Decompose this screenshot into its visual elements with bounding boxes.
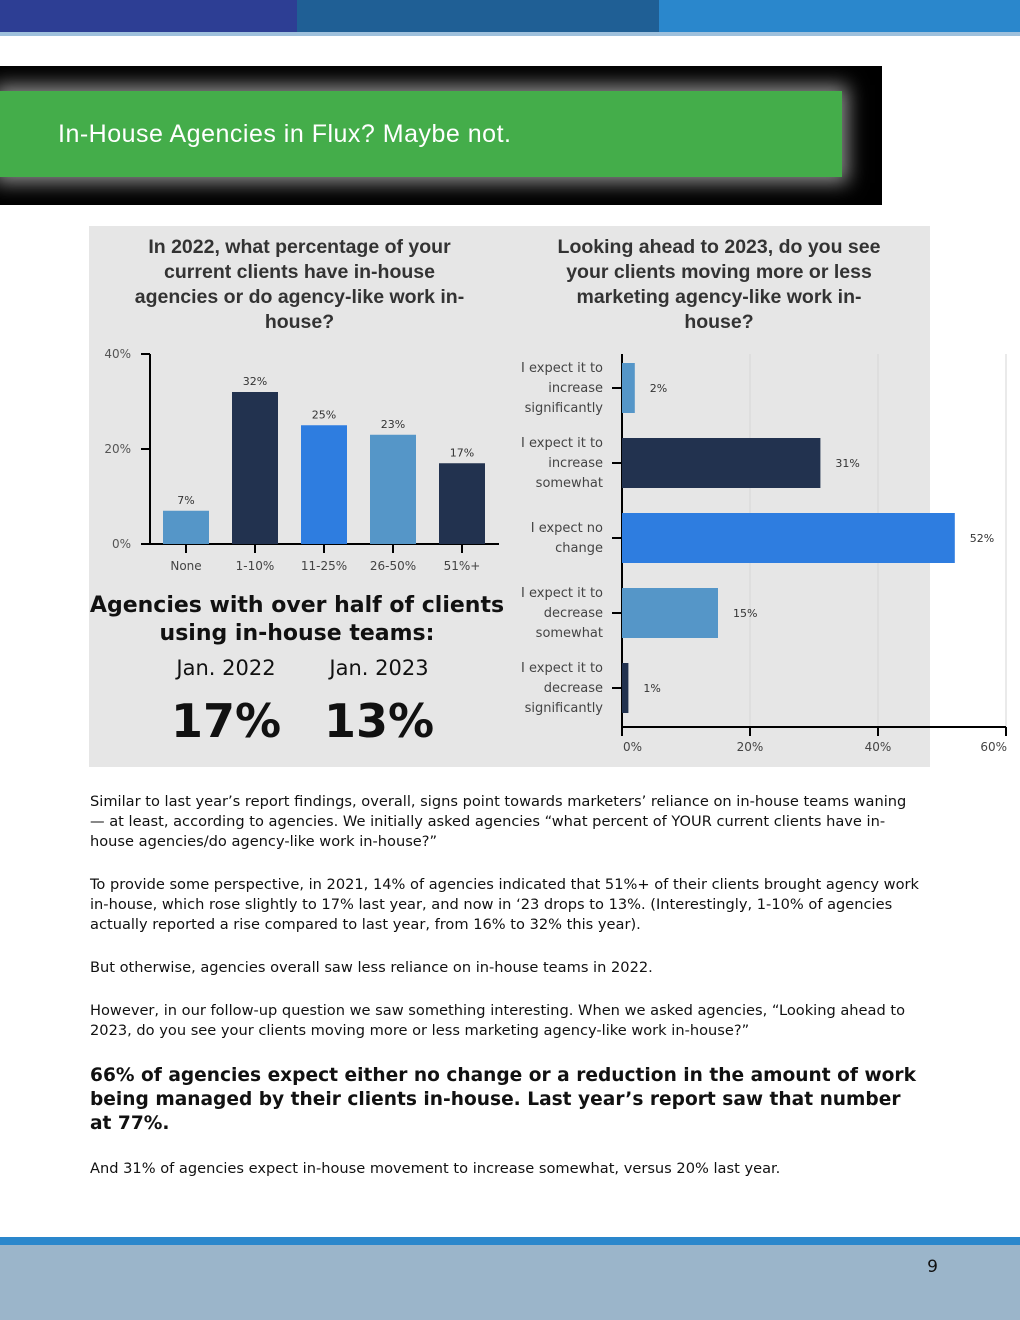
callout-label: Jan. 2023 (329, 656, 429, 680)
y-category-label: I expect it to increase somewhat (521, 436, 603, 491)
y-tick-label: 0% (111, 537, 131, 551)
body-paragraph: However, in our follow-up question we saw something interesting. When we asked agencies, “Looking ahead to 2023, do you see your clients moving more or less marketing agency-like work in-house?” (90, 1002, 906, 1039)
body-paragraph: Similar to last year’s report findings, overall, signs point towards marketers’ reliance on in-house teams waning — at least, according to agencies. We initially asked agencies “what percent of YOUR current clients have in-house agencies/do agency-like work in-house?” (90, 793, 907, 850)
x-tick-label: 20% (736, 740, 764, 754)
bar-value-label: 52% (969, 532, 995, 545)
top-band-segment-1 (0, 0, 297, 32)
section-header-banner (0, 91, 842, 177)
section-title: In-House Agencies in Flux? Maybe not. (58, 120, 512, 148)
left-bar-chart (89, 344, 509, 579)
right-bar-chart (509, 344, 1007, 767)
bar-None (163, 511, 209, 544)
bar-value-label: 25% (311, 408, 337, 422)
bar-value-label: 1% (643, 682, 661, 695)
bar-3 (622, 513, 955, 563)
top-band-segment-3 (659, 0, 1020, 32)
body-paragraph: To provide some perspective, in 2021, 14% of agencies indicated that 51%+ of their clients brought agency work in-house, which rose slightly to 17% last year, and now in ‘23 drops to 13%. (Interestingly, 1-10% of agencies actually reported a rise compared to last year, from 16% to 32% this year). (90, 876, 919, 933)
y-category-label: I expect it to decrease somewhat (521, 586, 603, 641)
x-tick-label: 26-50% (369, 559, 417, 573)
x-tick-label: 51%+ (443, 559, 481, 573)
y-category-label: I expect it to decrease significantly (521, 661, 603, 716)
x-tick-label: 60% (980, 740, 1007, 754)
x-tick-label: 40% (864, 740, 892, 754)
bar-5 (622, 663, 628, 713)
x-tick-label: 0% (623, 740, 643, 754)
bar-2 (622, 438, 820, 488)
left-chart-title: In 2022, what percentage of your current clients have in-house agencies or do agency-like work in-house? (134, 236, 465, 333)
bar-51%+ (439, 463, 485, 544)
body-highlight: 66% of agencies expect either no change or a reduction in the amount of work being managed by their clients in-house. Last year’s report saw that number at 77%. (90, 1065, 916, 1134)
bar-value-label: 17% (449, 446, 475, 460)
body-paragraph: And 31% of agencies expect in-house movement to increase somewhat, versus 20% last year. (90, 1160, 781, 1177)
bar-value-label: 7% (177, 493, 195, 507)
body-text (90, 792, 925, 1202)
footer-divider (0, 1237, 1020, 1245)
callout-value: 17% (170, 694, 282, 748)
bar-4 (622, 588, 718, 638)
bar-value-label: 23% (380, 417, 406, 431)
bar-1-10% (232, 392, 278, 544)
body-paragraph: But otherwise, agencies overall saw less reliance on in-house teams in 2022. (90, 959, 653, 976)
page-footer (0, 1245, 1020, 1320)
y-tick-label: 40% (104, 347, 131, 361)
top-divider-line (0, 32, 1020, 36)
top-color-band (0, 0, 1020, 32)
page-number: 9 (927, 1257, 938, 1277)
right-chart-title: Looking ahead to 2023, do you see your clients moving more or less marketing agency-like work in-house? (557, 236, 881, 333)
x-tick-label: 1-10% (235, 559, 275, 573)
y-category-label: I expect it to increase significantly (521, 361, 603, 416)
section-header (0, 66, 882, 205)
bar-26-50% (370, 435, 416, 544)
charts-panel (89, 226, 1007, 767)
bar-value-label: 2% (649, 382, 668, 395)
bar-value-label: 31% (835, 457, 860, 470)
top-band-segment-2 (297, 0, 659, 32)
x-tick-label: 11-25% (300, 559, 348, 573)
y-category-label: I expect no change (530, 521, 603, 556)
callout-item-2023 (309, 656, 449, 748)
x-tick-label: None (170, 559, 202, 573)
callout-label: Jan. 2022 (176, 656, 276, 680)
callout-value: 13% (323, 694, 435, 748)
callout-heading: Agencies with over half of clients using in-house teams: (89, 593, 505, 646)
bar-1 (622, 363, 635, 413)
bar-11-25% (301, 425, 347, 544)
bar-value-label: 32% (242, 375, 268, 388)
callout-item-2022 (156, 656, 296, 748)
y-tick-label: 20% (104, 442, 131, 456)
bar-value-label: 15% (733, 607, 758, 620)
